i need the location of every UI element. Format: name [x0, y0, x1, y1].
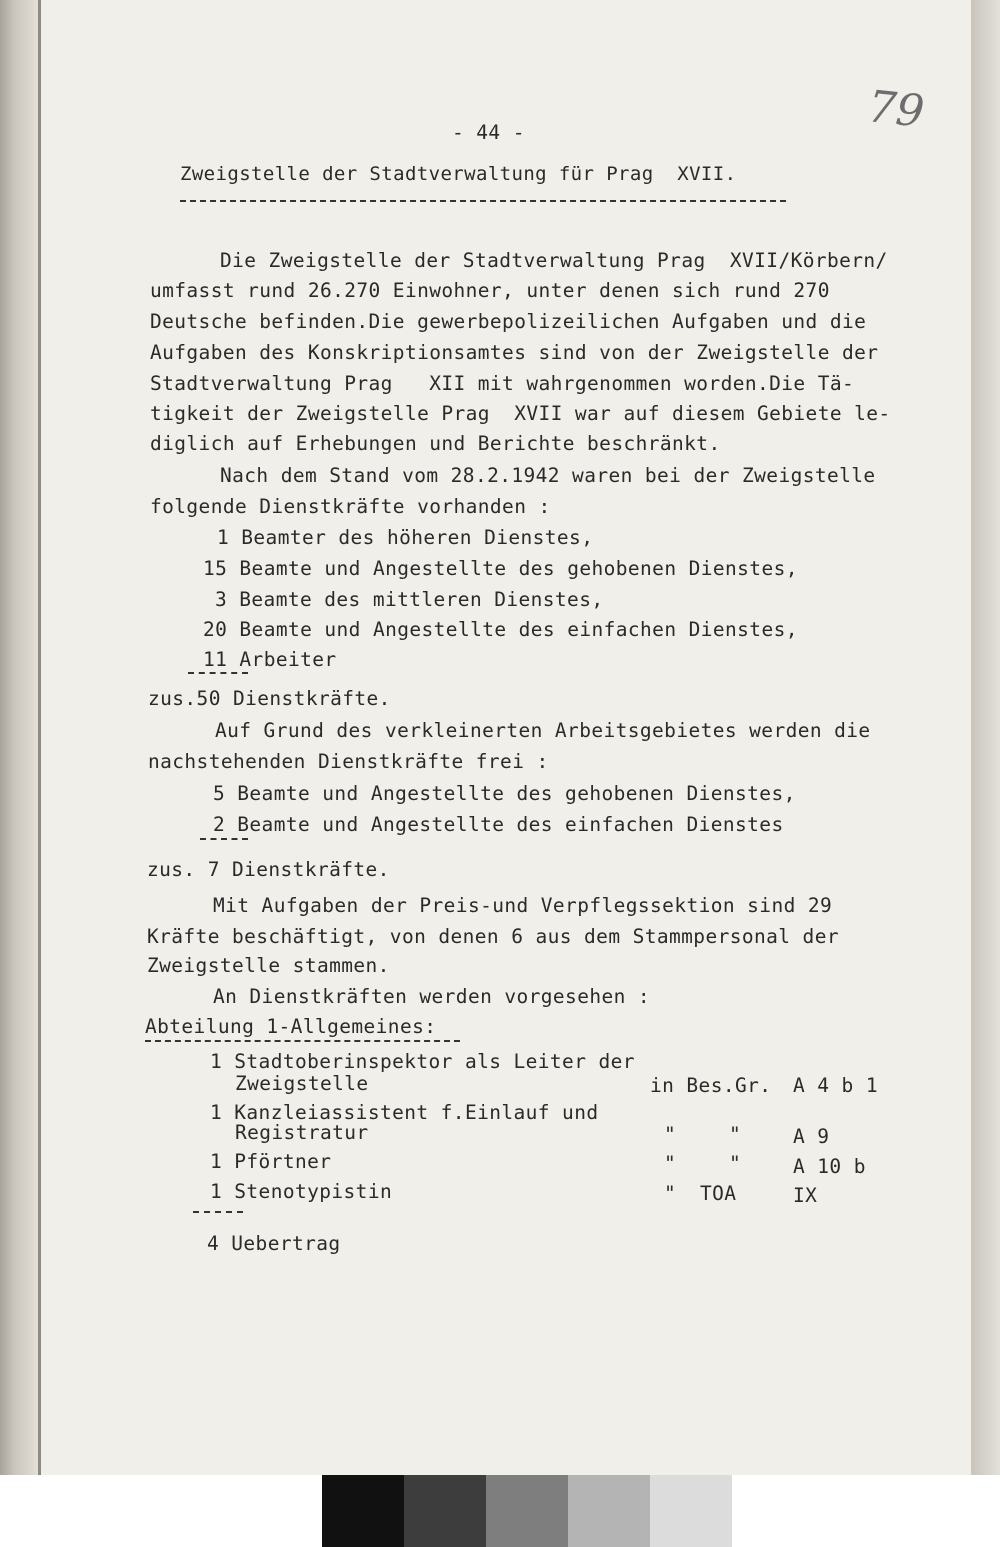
table-cell: in Bes.Gr.	[650, 1074, 772, 1097]
book-binding	[0, 0, 40, 1475]
sum-underline	[200, 838, 248, 840]
staff-list-item: 15 Beamte und Angestellte des gehobenen Dienstes,	[203, 557, 798, 580]
text-line: folgende Dienstkräfte vorhanden :	[150, 495, 551, 518]
text-line: Mit Aufgaben der Preis-und Verpflegssektion sind 29	[213, 894, 833, 917]
text-line: Aufgaben des Konskriptionsamtes sind von der Zweigstelle der	[150, 341, 879, 364]
gray-patch-1	[322, 1475, 404, 1547]
staff-list-item: 20 Beamte und Angestellte des einfachen Dienstes,	[203, 618, 798, 641]
text-line: Stadtverwaltung Prag XII mit wahrgenommen worden.Die Tä-	[150, 372, 855, 395]
page-edge	[971, 0, 1000, 1475]
sum-line: zus.50 Dienstkräfte.	[148, 687, 391, 710]
text-line: Kräfte beschäftigt, von denen 6 aus dem Stammpersonal der	[147, 925, 839, 948]
staff-list-item: 2 Beamte und Angestellte des einfachen Dienstes	[213, 813, 784, 836]
section-heading: Abteilung 1-Allgemeines:	[145, 1015, 437, 1038]
sum-underline	[193, 1211, 243, 1213]
table-cell: A 9	[793, 1125, 830, 1148]
table-cell: "	[664, 1152, 677, 1175]
text-line: Deutsche befinden.Die gewerbepolizeilichen Aufgaben und die	[150, 310, 867, 333]
table-cell: "	[664, 1123, 677, 1146]
text-line: diglich auf Erhebungen und Berichte beschränkt.	[150, 432, 721, 455]
table-cell: A 10 b	[793, 1155, 866, 1178]
text-line: Die Zweigstelle der Stadtverwaltung Prag XVII/Körbern/	[220, 249, 888, 272]
gray-patch-3	[486, 1475, 568, 1547]
text-line: tigkeit der Zweigstelle Prag XVII war auf diesem Gebiete le-	[150, 402, 891, 425]
text-line: umfasst rund 26.270 Einwohner, unter denen sich rund 270	[150, 279, 830, 302]
table-row-label: 1 Stenotypistin	[210, 1180, 393, 1203]
gray-patch-5	[650, 1475, 732, 1547]
section-underline	[145, 1040, 460, 1042]
table-row-label-cont: Registratur	[235, 1121, 369, 1144]
staff-list-item: 5 Beamte und Angestellte des gehobenen Dienstes,	[213, 782, 796, 805]
sum-underline	[188, 672, 248, 674]
table-row-label-cont: Zweigstelle	[235, 1072, 369, 1095]
gray-patch-2	[404, 1475, 486, 1547]
table-cell: TOA	[700, 1182, 737, 1205]
carry-over-total: 4 Uebertrag	[207, 1232, 341, 1255]
table-row-label: 1 Stadtoberinspektor als Leiter der	[210, 1050, 635, 1073]
table-cell: "	[729, 1152, 742, 1175]
page-number: - 44 -	[452, 121, 525, 144]
table-cell: IX	[793, 1184, 818, 1207]
table-row-label: 1 Pförtner	[210, 1150, 332, 1173]
staff-list-item: 3 Beamte des mittleren Dienstes,	[215, 588, 604, 611]
text-line: nachstehenden Dienstkräfte frei :	[148, 750, 549, 773]
staff-list-item: 1 Beamter des höheren Dienstes,	[217, 526, 594, 549]
heading-underline	[180, 200, 786, 202]
table-row-label: 1 Kanzleiassistent f.Einlauf und	[210, 1101, 599, 1124]
text-line: Nach dem Stand vom 28.2.1942 waren bei der Zweigstelle	[220, 464, 876, 487]
text-line: An Dienstkräften werden vorgesehen :	[213, 985, 651, 1008]
gray-patch-4	[568, 1475, 650, 1547]
text-line: Auf Grund des verkleinerten Arbeitsgebietes werden die	[215, 719, 871, 742]
table-cell: A 4 b 1	[793, 1074, 878, 1097]
page-heading: Zweigstelle der Stadtverwaltung für Prag XVII.	[180, 163, 737, 185]
folio-number: 79	[865, 81, 927, 138]
staff-list-item: 11 Arbeiter	[203, 648, 337, 671]
sum-line: zus. 7 Dienstkräfte.	[147, 858, 390, 881]
text-line: Zweigstelle stammen.	[147, 954, 390, 977]
table-cell: "	[664, 1182, 677, 1205]
table-cell: "	[729, 1123, 742, 1146]
